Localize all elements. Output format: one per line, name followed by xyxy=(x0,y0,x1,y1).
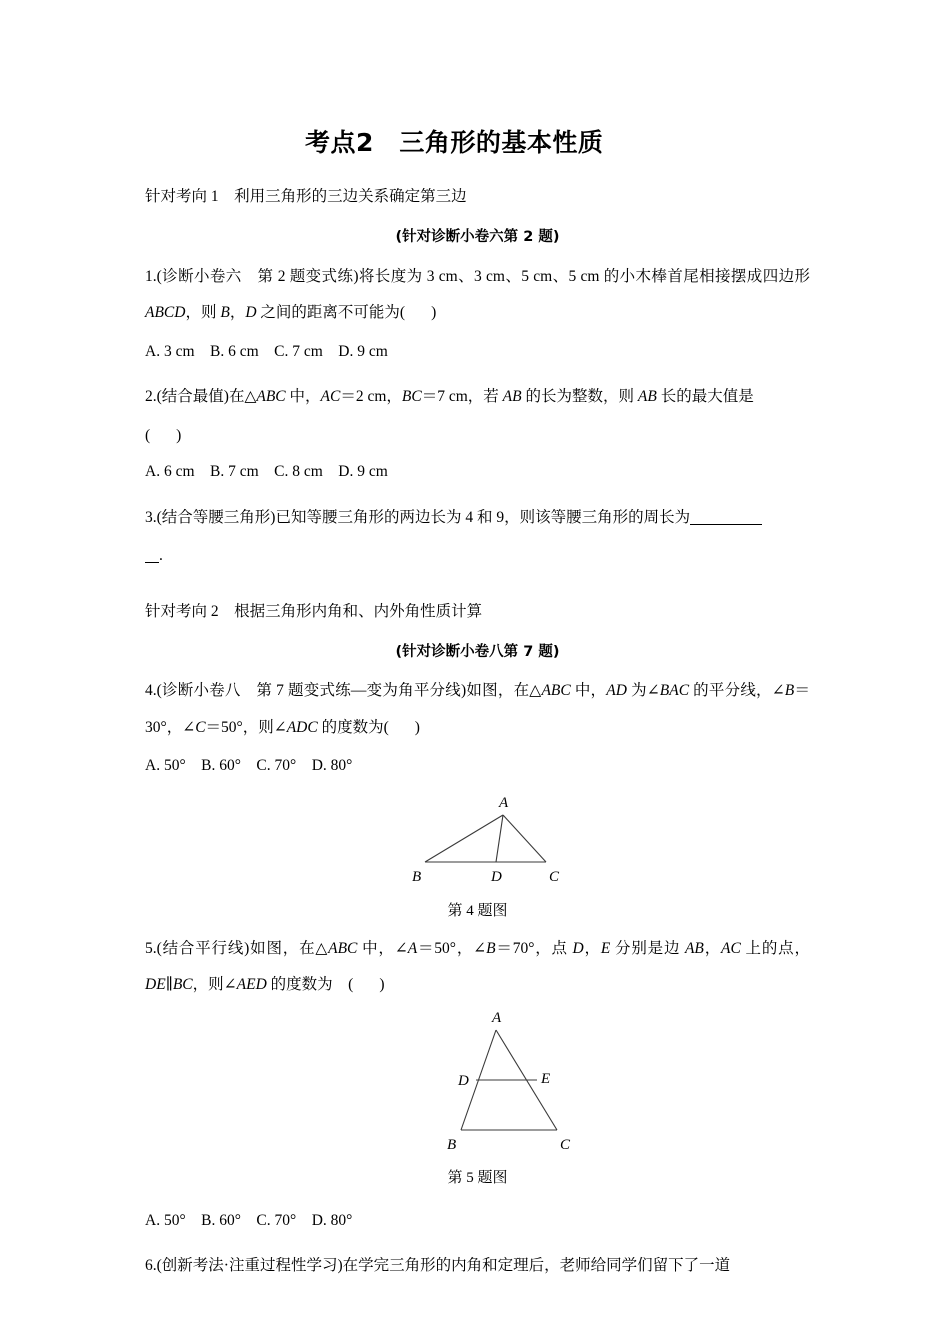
question-1-body-d: 之间的距离不可能为( xyxy=(256,304,406,322)
question-6-number: 6. xyxy=(145,1257,157,1275)
question-5-body-h: 上的点， xyxy=(740,939,810,957)
question-5-number: 5. xyxy=(145,939,157,957)
question-1-var-b: B xyxy=(220,304,230,322)
question-3-answer-blank[interactable] xyxy=(690,524,762,525)
question-5-tag: (结合平行线) xyxy=(156,939,250,957)
question-5-var-e: E xyxy=(600,939,611,957)
question-2-options[interactable]: A. 6 cm B. 7 cm C. 8 cm D. 9 cm xyxy=(145,463,388,481)
question-2-var-ac: AC xyxy=(320,388,341,406)
question-4-var-b: B xyxy=(784,682,795,700)
question-3-period: . xyxy=(159,547,163,565)
question-2-body-d: ＝7 cm，若 xyxy=(421,388,503,406)
question-1-tag: (诊断小卷六 第 2 题变式练) xyxy=(156,267,359,285)
question-2-var-bc: BC xyxy=(401,388,422,406)
question-5-body-d: ＝70°，点 xyxy=(495,939,573,957)
figure-question-4 xyxy=(145,789,810,920)
figure-1-label-c: C xyxy=(548,868,559,885)
segment-ac xyxy=(503,815,546,862)
figure-1-label-a: A xyxy=(498,794,508,811)
question-2-body-f: 长的最大值是 xyxy=(656,388,754,406)
question-5-body-j: ，则∠ xyxy=(192,976,237,994)
question-2-var-ab2: AB xyxy=(637,388,657,406)
question-1 xyxy=(145,259,810,332)
question-5-body-f: 分别是边 xyxy=(610,939,685,957)
question-5-var-abc: ABC xyxy=(328,939,358,957)
question-4-number: 4. xyxy=(145,682,157,700)
question-2-paren-close: ) xyxy=(176,426,182,444)
question-5-var-ac: AC xyxy=(721,939,741,957)
question-3-blank-continuation[interactable] xyxy=(145,540,810,573)
question-4-options[interactable]: A. 50° B. 60° C. 70° D. 80° xyxy=(145,757,353,775)
question-4-body-d: 的平分线，∠ xyxy=(689,682,785,700)
question-6-body: 在学完三角形的内角和定理后，老师给同学们留下了一道 xyxy=(342,1257,731,1275)
question-5-body-g: ， xyxy=(703,939,722,957)
question-1-body-a: 将长度为 3 cm、3 cm、5 cm、5 cm 的小木棒首尾相接摆成四边形 xyxy=(358,267,810,285)
question-5-body-b: 中，∠ xyxy=(357,939,408,957)
question-1-options[interactable]: A. 3 cm B. 6 cm C. 7 cm D. 9 cm xyxy=(145,342,388,360)
question-2-tag: (结合最值) xyxy=(156,388,229,406)
figure-2-label-d: D xyxy=(457,1072,469,1089)
question-6 xyxy=(145,1248,810,1284)
question-2-body-a: 在△ xyxy=(228,388,257,406)
triangle-abc-with-cevian-ad-svg xyxy=(348,789,608,889)
segment-ab xyxy=(425,815,503,862)
question-4-var-c: C xyxy=(195,718,206,736)
question-5-options[interactable]: A. 50° B. 60° C. 70° D. 80° xyxy=(145,1211,353,1229)
section-subheading-2: (针对诊断小卷八第 7 题) xyxy=(395,644,560,661)
question-1-body-b: ，则 xyxy=(185,304,221,322)
section-subheading-1: (针对诊断小卷六第 2 题) xyxy=(395,229,560,246)
question-2-body-b: 中， xyxy=(285,388,321,406)
question-1-var-abcd: ABCD xyxy=(145,304,186,322)
question-2-var-abc: ABC xyxy=(256,388,286,406)
question-5-body-k: 的度数为 ( xyxy=(266,976,354,994)
question-4-tag: (诊断小卷八 第 7 题变式练—变为角平分线) xyxy=(156,682,467,700)
figure-question-5 xyxy=(145,1010,810,1187)
question-5-var-d: D xyxy=(572,939,584,957)
segment-ad xyxy=(496,815,503,862)
question-3-tag: (结合等腰三角形) xyxy=(156,508,276,526)
question-5-parallel-symbol: ∥ xyxy=(165,976,173,994)
question-5-body-c: ＝50°，∠ xyxy=(417,939,487,957)
question-5-var-a: A xyxy=(407,939,418,957)
question-2-body-c: ＝2 cm， xyxy=(340,388,402,406)
question-4-body-c: 为∠ xyxy=(626,682,660,700)
question-1-number: 1. xyxy=(145,267,157,285)
figure-2-label-e: E xyxy=(540,1070,550,1087)
question-4-body-h: ) xyxy=(414,718,420,736)
question-2-var-ab: AB xyxy=(502,388,522,406)
question-5-body-e: ， xyxy=(583,939,601,957)
question-1-body-e: ) xyxy=(431,304,437,322)
question-4-body-a: 如图，在△ xyxy=(466,682,542,700)
question-5-body-l: ) xyxy=(379,976,385,994)
question-4-var-abc: ABC xyxy=(541,682,571,700)
figure-1-caption: 第 4 题图 xyxy=(447,902,508,919)
figure-2-label-b: B xyxy=(446,1136,456,1153)
figure-2-caption: 第 5 题图 xyxy=(447,1169,508,1186)
question-5-var-b: B xyxy=(486,939,496,957)
question-1-var-d: D xyxy=(245,304,257,322)
question-2-body-e: 的长为整数，则 xyxy=(521,388,638,406)
question-4-body-g: 的度数为( xyxy=(317,718,389,736)
page-title: 考点2 三角形的基本性质 xyxy=(305,128,604,157)
question-5-var-aed: AED xyxy=(236,976,267,994)
figure-2-label-a: A xyxy=(491,1009,501,1026)
figure-1-label-d: D xyxy=(490,868,502,885)
question-4-body-e: ＝30°，∠ xyxy=(145,682,810,736)
question-2 xyxy=(145,379,810,415)
question-5-var-de: DE xyxy=(145,976,166,994)
triangle-abc-with-parallel-de-svg xyxy=(348,1010,608,1156)
question-4 xyxy=(145,673,810,746)
question-4-var-ad: AD xyxy=(606,682,627,700)
figure-2-label-c: C xyxy=(559,1136,570,1153)
page-content xyxy=(145,0,810,1285)
question-4-var-bac: BAC xyxy=(659,682,690,700)
question-5-body-a: 如图，在△ xyxy=(249,939,329,957)
question-5-var-bc: BC xyxy=(172,976,193,994)
figure-1-label-b: B xyxy=(411,868,421,885)
question-4-body-b: 中， xyxy=(570,682,607,700)
section-heading-1: 针对考向 1 利用三角形的三边关系确定第三边 xyxy=(145,188,467,205)
question-2-number: 2. xyxy=(145,388,157,406)
question-2-paren-open: ( xyxy=(145,426,151,444)
question-2-answer-parens[interactable] xyxy=(145,420,810,453)
question-4-var-adc: ADC xyxy=(286,718,318,736)
question-5 xyxy=(145,931,810,1004)
question-3-number: 3. xyxy=(145,508,157,526)
question-3-answer-blank-wrap[interactable] xyxy=(145,562,159,563)
section-heading-2: 针对考向 2 根据三角形内角和、内外角性质计算 xyxy=(145,602,483,620)
question-3 xyxy=(145,500,810,536)
question-5-var-ab: AB xyxy=(684,939,704,957)
question-3-body: 已知等腰三角形的两边长为 4 和 9，则该等腰三角形的周长为 xyxy=(275,508,691,526)
question-1-body-c: ， xyxy=(229,304,246,322)
question-4-body-f: ＝50°，则∠ xyxy=(205,718,287,736)
question-6-tag: (创新考法·注重过程性学习) xyxy=(156,1257,343,1275)
